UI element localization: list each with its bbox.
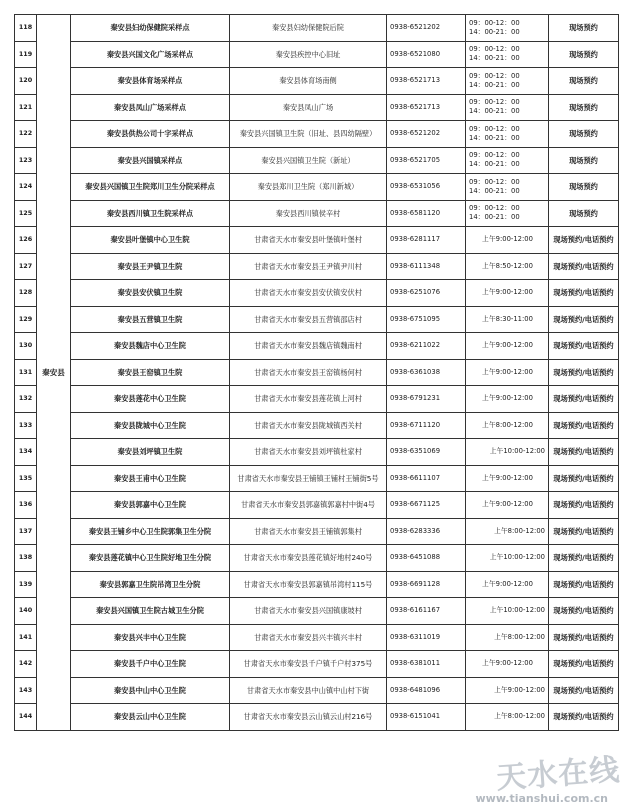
booking-method: 现场预约/电话预约 — [549, 333, 619, 360]
site-phone: 0938-6521705 — [387, 147, 466, 174]
sampling-site-table — [14, 14, 619, 731]
site-phone: 0938-6151041 — [387, 704, 466, 731]
table-row — [15, 386, 619, 413]
site-phone: 0938-6711120 — [387, 412, 466, 439]
booking-method: 现场预约 — [549, 94, 619, 121]
booking-method: 现场预约/电话预约 — [549, 651, 619, 678]
booking-method: 现场预约 — [549, 41, 619, 68]
table-row — [15, 121, 619, 148]
table-row — [15, 651, 619, 678]
row-number: 126 — [15, 227, 37, 254]
site-phone: 0938-6521713 — [387, 94, 466, 121]
booking-method: 现场预约 — [549, 68, 619, 95]
county-name: 秦安县 — [37, 15, 71, 731]
site-phone: 0938-6111348 — [387, 253, 466, 280]
site-hours: 上午9:00-12:00 — [466, 333, 549, 360]
table-row — [15, 280, 619, 307]
site-name: 秦安县莲花中心卫生院 — [71, 386, 230, 413]
site-phone: 0938-6281117 — [387, 227, 466, 254]
site-name: 秦安县兴国镇采样点 — [71, 147, 230, 174]
site-hours: 上午9:00-12:00 — [466, 465, 549, 492]
booking-method: 现场预约/电话预约 — [549, 545, 619, 572]
booking-method: 现场预约/电话预约 — [549, 359, 619, 386]
row-number: 128 — [15, 280, 37, 307]
site-hours: 上午8:50-12:00 — [466, 253, 549, 280]
site-phone: 0938-6531056 — [387, 174, 466, 201]
site-hours: 上午8:00-12:00 — [466, 624, 549, 651]
site-hours: 上午8:00-12:00 — [466, 412, 549, 439]
site-name: 秦安县千户中心卫生院 — [71, 651, 230, 678]
site-name: 秦安县王铺乡中心卫生院郭集卫生分院 — [71, 518, 230, 545]
table-row — [15, 624, 619, 651]
table-row — [15, 333, 619, 360]
site-name: 秦安县兴国镇卫生院郑川卫生分院采样点 — [71, 174, 230, 201]
site-hours: 上午9:00-12:00 — [466, 227, 549, 254]
site-phone: 0938-6521202 — [387, 15, 466, 42]
site-hours: 上午9:00-12:00 — [466, 651, 549, 678]
site-phone: 0938-6251076 — [387, 280, 466, 307]
site-address: 甘肃省天水市秦安县郭嘉镇吊湾村115号 — [230, 571, 387, 598]
site-address: 秦安县凤山广场 — [230, 94, 387, 121]
site-phone: 0938-6451088 — [387, 545, 466, 572]
row-number: 139 — [15, 571, 37, 598]
site-address: 甘肃省天水市秦安县陇城镇西关村 — [230, 412, 387, 439]
table-row — [15, 677, 619, 704]
row-number: 135 — [15, 465, 37, 492]
site-address: 甘肃省天水市秦安县莲花镇好地村240号 — [230, 545, 387, 572]
booking-method: 现场预约/电话预约 — [549, 571, 619, 598]
booking-method: 现场预约 — [549, 174, 619, 201]
site-address: 甘肃省天水市秦安县郭嘉镇郭嘉村中街4号 — [230, 492, 387, 519]
site-address: 甘肃省天水市秦安县五营镇邵店村 — [230, 306, 387, 333]
site-address: 甘肃省天水市秦安县千户镇千户村375号 — [230, 651, 387, 678]
site-hours: 上午9:00-12:00 — [466, 677, 549, 704]
site-address: 甘肃省天水市秦安县王铺镇郭集村 — [230, 518, 387, 545]
site-hours: 上午9:00-12:00 — [466, 386, 549, 413]
site-name: 秦安县凤山广场采样点 — [71, 94, 230, 121]
site-hours: 上午10:00-12:00 — [466, 545, 549, 572]
site-phone: 0938-6521713 — [387, 68, 466, 95]
site-address: 秦安县西川镇侯辛村 — [230, 200, 387, 227]
site-phone: 0938-6611107 — [387, 465, 466, 492]
table-row — [15, 359, 619, 386]
table-row — [15, 253, 619, 280]
site-address: 甘肃省天水市秦安县莲花镇上河村 — [230, 386, 387, 413]
watermark-logo: 天水在线 — [495, 752, 622, 797]
row-number: 124 — [15, 174, 37, 201]
site-name: 秦安县中山中心卫生院 — [71, 677, 230, 704]
site-hours: 上午9:00-12:00 — [466, 359, 549, 386]
site-name: 秦安县安伏镇卫生院 — [71, 280, 230, 307]
site-phone: 0938-6311019 — [387, 624, 466, 651]
table-row — [15, 200, 619, 227]
site-phone: 0938-6691128 — [387, 571, 466, 598]
site-hours: 上午9:00-12:00 — [466, 571, 549, 598]
row-number: 130 — [15, 333, 37, 360]
site-address: 甘肃省天水市秦安县中山镇中山村下街 — [230, 677, 387, 704]
row-number: 118 — [15, 15, 37, 42]
table-row — [15, 147, 619, 174]
booking-method: 现场预约/电话预约 — [549, 227, 619, 254]
site-name: 秦安县兴国文化广场采样点 — [71, 41, 230, 68]
site-address: 甘肃省天水市秦安县王铺镇王铺村王铺街5号 — [230, 465, 387, 492]
site-phone: 0938-6481096 — [387, 677, 466, 704]
site-name: 秦安县供热公司十字采样点 — [71, 121, 230, 148]
site-hours: 09：00-12：00 14：00-21：00 — [466, 147, 549, 174]
site-name: 秦安县妇幼保健院采样点 — [71, 15, 230, 42]
row-number: 123 — [15, 147, 37, 174]
row-number: 137 — [15, 518, 37, 545]
site-phone: 0938-6161167 — [387, 598, 466, 625]
site-phone: 0938-6351069 — [387, 439, 466, 466]
booking-method: 现场预约 — [549, 200, 619, 227]
site-hours: 上午10:00-12:00 — [466, 598, 549, 625]
site-phone: 0938-6751095 — [387, 306, 466, 333]
row-number: 136 — [15, 492, 37, 519]
site-address: 秦安县兴国镇卫生院（新址） — [230, 147, 387, 174]
booking-method: 现场预约 — [549, 147, 619, 174]
site-name: 秦安县王窑镇卫生院 — [71, 359, 230, 386]
watermark-url: www.tianshui.com.cn — [475, 792, 608, 805]
site-phone: 0938-6791231 — [387, 386, 466, 413]
site-hours: 09：00-12：00 14：00-21：00 — [466, 121, 549, 148]
site-name: 秦安县刘坪镇卫生院 — [71, 439, 230, 466]
row-number: 122 — [15, 121, 37, 148]
booking-method: 现场预约/电话预约 — [549, 280, 619, 307]
row-number: 133 — [15, 412, 37, 439]
booking-method: 现场预约/电话预约 — [549, 492, 619, 519]
site-address: 秦安县郑川卫生院（郑川新城） — [230, 174, 387, 201]
row-number: 125 — [15, 200, 37, 227]
site-name: 秦安县兴丰中心卫生院 — [71, 624, 230, 651]
table-row — [15, 465, 619, 492]
site-name: 秦安县魏店中心卫生院 — [71, 333, 230, 360]
booking-method: 现场预约 — [549, 15, 619, 42]
booking-method: 现场预约/电话预约 — [549, 598, 619, 625]
site-hours: 09：00-12：00 14：00-21：00 — [466, 94, 549, 121]
site-hours: 上午8:00-12:00 — [466, 704, 549, 731]
site-phone: 0938-6283336 — [387, 518, 466, 545]
site-address: 秦安县兴国镇卫生院（旧址、县四幼隔壁） — [230, 121, 387, 148]
site-address: 甘肃省天水市秦安县魏店镇魏南村 — [230, 333, 387, 360]
row-number: 134 — [15, 439, 37, 466]
booking-method: 现场预约/电话预约 — [549, 465, 619, 492]
table-body — [15, 15, 619, 731]
booking-method: 现场预约/电话预约 — [549, 386, 619, 413]
site-address: 秦安县疾控中心旧址 — [230, 41, 387, 68]
site-address: 甘肃省天水市秦安县叶堡镇叶堡村 — [230, 227, 387, 254]
site-address: 秦安县体育场南侧 — [230, 68, 387, 95]
site-hours: 上午9:00-12:00 — [466, 492, 549, 519]
site-name: 秦安县郭嘉中心卫生院 — [71, 492, 230, 519]
booking-method: 现场预约/电话预约 — [549, 624, 619, 651]
row-number: 120 — [15, 68, 37, 95]
booking-method: 现场预约 — [549, 121, 619, 148]
table-row — [15, 15, 619, 42]
table-row — [15, 439, 619, 466]
table-row — [15, 571, 619, 598]
site-hours: 09：00-12：00 14：00-21：00 — [466, 200, 549, 227]
site-name: 秦安县郭嘉卫生院吊湾卫生分院 — [71, 571, 230, 598]
site-phone: 0938-6361038 — [387, 359, 466, 386]
site-name: 秦安县王尹镇卫生院 — [71, 253, 230, 280]
table-row — [15, 598, 619, 625]
site-name: 秦安县莲花镇中心卫生院好地卫生分院 — [71, 545, 230, 572]
row-number: 141 — [15, 624, 37, 651]
row-number: 129 — [15, 306, 37, 333]
booking-method: 现场预约/电话预约 — [549, 253, 619, 280]
site-address: 甘肃省天水市秦安县刘坪镇杜家村 — [230, 439, 387, 466]
table-row — [15, 68, 619, 95]
site-hours: 09：00-12：00 14：00-21：00 — [466, 41, 549, 68]
booking-method: 现场预约/电话预约 — [549, 439, 619, 466]
row-number: 138 — [15, 545, 37, 572]
site-phone: 0938-6521080 — [387, 41, 466, 68]
row-number: 132 — [15, 386, 37, 413]
row-number: 121 — [15, 94, 37, 121]
site-name: 秦安县五营镇卫生院 — [71, 306, 230, 333]
row-number: 140 — [15, 598, 37, 625]
row-number: 131 — [15, 359, 37, 386]
booking-method: 现场预约/电话预约 — [549, 412, 619, 439]
row-number: 144 — [15, 704, 37, 731]
site-phone: 0938-6671125 — [387, 492, 466, 519]
table-row — [15, 174, 619, 201]
site-hours: 上午10:00-12:00 — [466, 439, 549, 466]
site-address: 甘肃省天水市秦安县安伏镇安伏村 — [230, 280, 387, 307]
site-phone: 0938-6581120 — [387, 200, 466, 227]
row-number: 119 — [15, 41, 37, 68]
site-address: 甘肃省天水市秦安县王窑镇杨何村 — [230, 359, 387, 386]
table-row — [15, 412, 619, 439]
site-name: 秦安县西川镇卫生院采样点 — [71, 200, 230, 227]
site-name: 秦安县云山中心卫生院 — [71, 704, 230, 731]
table-row — [15, 306, 619, 333]
table-row — [15, 41, 619, 68]
table-row — [15, 94, 619, 121]
site-address: 甘肃省天水市秦安县兴丰镇兴丰村 — [230, 624, 387, 651]
site-hours: 09：00-12：00 14：00-21：00 — [466, 15, 549, 42]
site-hours: 上午9:00-12:00 — [466, 280, 549, 307]
table-row — [15, 492, 619, 519]
site-address: 甘肃省天水市秦安县云山镇云山村216号 — [230, 704, 387, 731]
site-phone: 0938-6521202 — [387, 121, 466, 148]
booking-method: 现场预约/电话预约 — [549, 306, 619, 333]
site-name: 秦安县王甫中心卫生院 — [71, 465, 230, 492]
row-number: 127 — [15, 253, 37, 280]
table-row — [15, 704, 619, 731]
table-row — [15, 227, 619, 254]
site-address: 甘肃省天水市秦安县王尹镇尹川村 — [230, 253, 387, 280]
site-address: 甘肃省天水市秦安县兴国镇康坡村 — [230, 598, 387, 625]
site-name: 秦安县陇城中心卫生院 — [71, 412, 230, 439]
site-name: 秦安县叶堡镇中心卫生院 — [71, 227, 230, 254]
site-hours: 09：00-12：00 14：00-21：00 — [466, 68, 549, 95]
site-phone: 0938-6381011 — [387, 651, 466, 678]
site-hours: 上午8:00-12:00 — [466, 518, 549, 545]
row-number: 143 — [15, 677, 37, 704]
site-address: 秦安县妇幼保健院后院 — [230, 15, 387, 42]
site-name: 秦安县兴国镇卫生院古城卫生分院 — [71, 598, 230, 625]
site-name: 秦安县体育场采样点 — [71, 68, 230, 95]
table-row — [15, 518, 619, 545]
site-phone: 0938-6211022 — [387, 333, 466, 360]
booking-method: 现场预约/电话预约 — [549, 677, 619, 704]
site-hours: 09：00-12：00 14：00-21：00 — [466, 174, 549, 201]
booking-method: 现场预约/电话预约 — [549, 704, 619, 731]
site-hours: 上午8:30-11:00 — [466, 306, 549, 333]
booking-method: 现场预约/电话预约 — [549, 518, 619, 545]
row-number: 142 — [15, 651, 37, 678]
table-row — [15, 545, 619, 572]
